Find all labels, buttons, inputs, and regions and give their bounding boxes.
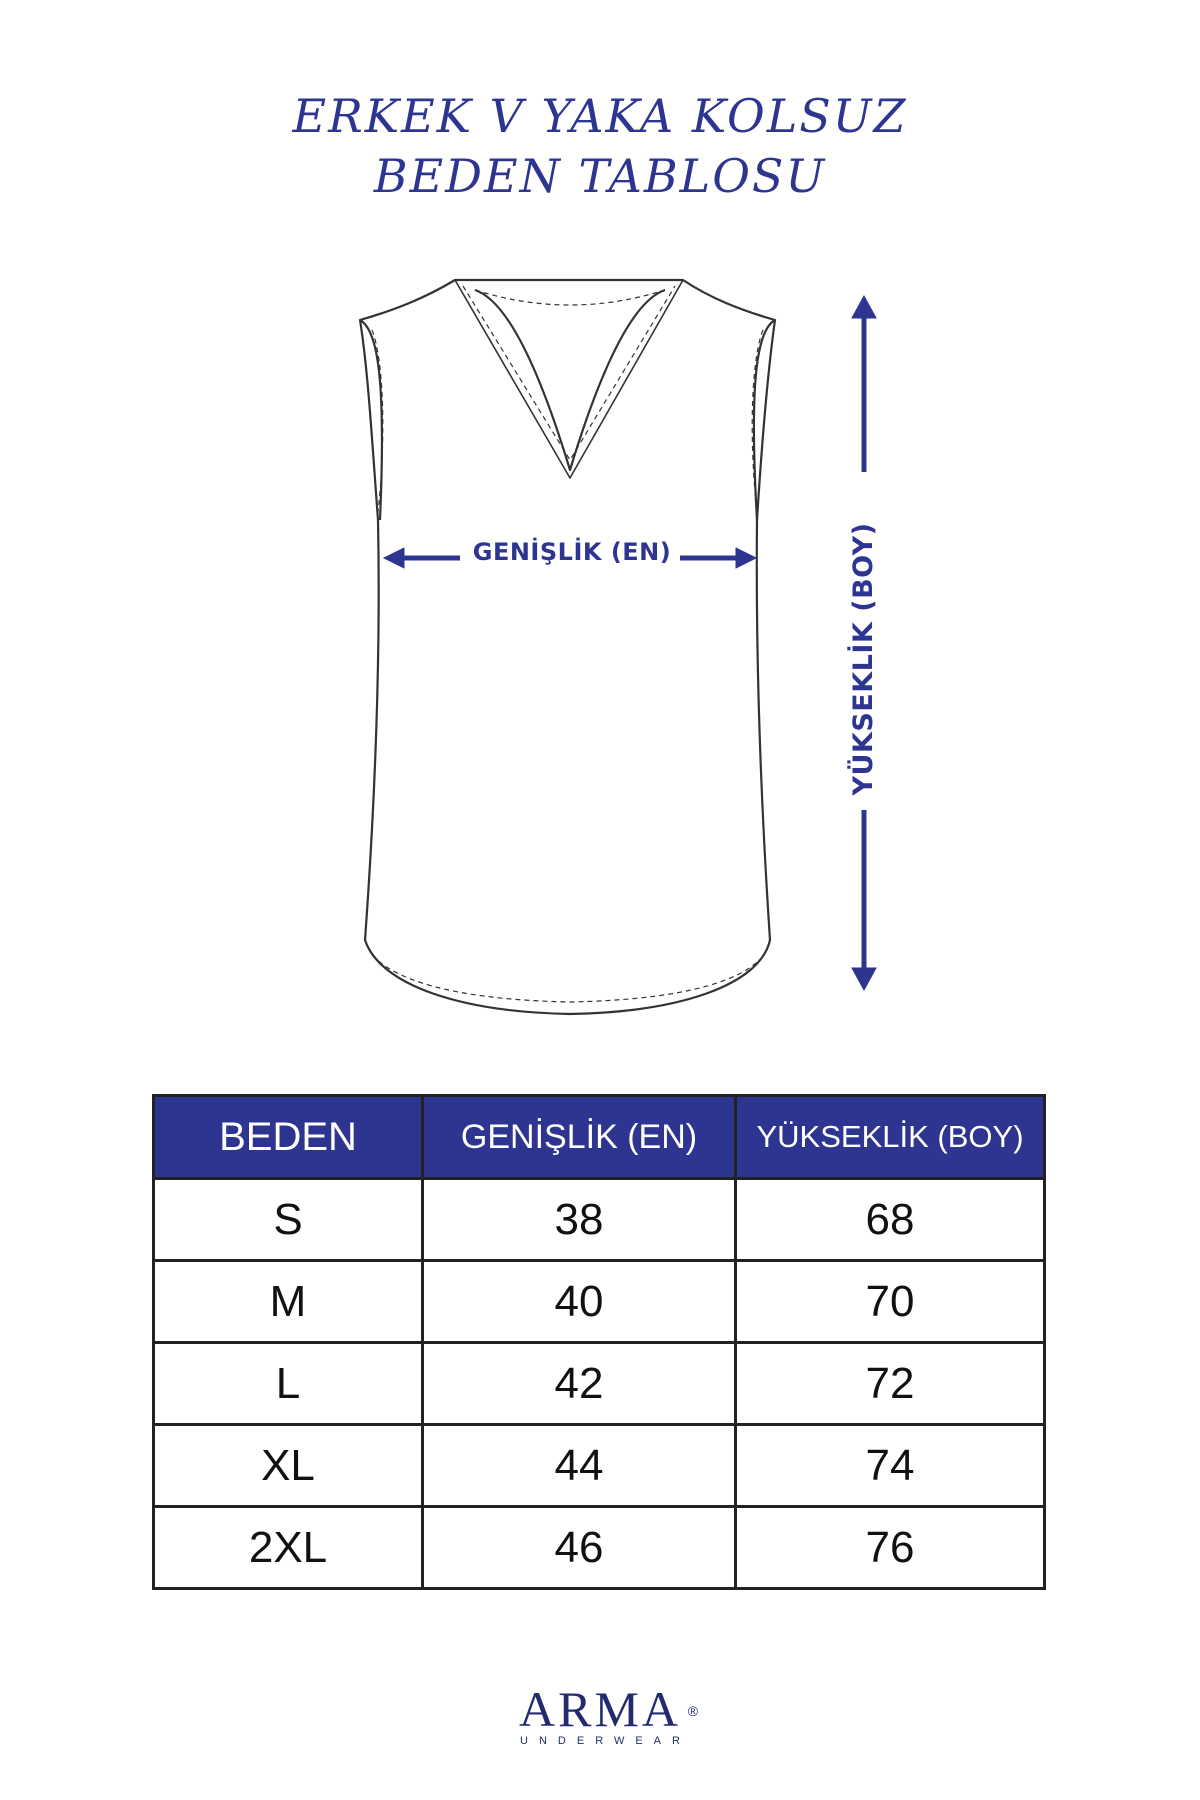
title-line-2: BEDEN TABLOSU bbox=[373, 149, 827, 203]
table-row bbox=[154, 1425, 1045, 1507]
cell-width: 42 bbox=[423, 1343, 736, 1425]
cell-size: L bbox=[154, 1343, 423, 1425]
width-label: GENİŞLİK (EN) bbox=[472, 538, 672, 566]
cell-size: M bbox=[154, 1261, 423, 1343]
cell-height: 76 bbox=[736, 1507, 1045, 1589]
cell-height: 72 bbox=[736, 1343, 1045, 1425]
table-row bbox=[154, 1179, 1045, 1261]
header-height: YÜKSEKLİK (BOY) bbox=[736, 1096, 1045, 1179]
header-width: GENİŞLİK (EN) bbox=[423, 1096, 736, 1179]
table-row bbox=[154, 1343, 1045, 1425]
cell-width: 38 bbox=[423, 1179, 736, 1261]
tank-top-drawing bbox=[360, 280, 775, 1014]
cell-size: 2XL bbox=[154, 1507, 423, 1589]
cell-width: 46 bbox=[423, 1507, 736, 1589]
cell-width: 40 bbox=[423, 1261, 736, 1343]
size-table bbox=[152, 1094, 1046, 1590]
header-size: BEDEN bbox=[154, 1096, 423, 1179]
logo-brand: ARMA bbox=[518, 1681, 682, 1737]
cell-height: 70 bbox=[736, 1261, 1045, 1343]
height-label: YÜKSEKLİK (BOY) bbox=[848, 522, 879, 796]
cell-height: 68 bbox=[736, 1179, 1045, 1261]
cell-width: 44 bbox=[423, 1425, 736, 1507]
table-header-row bbox=[154, 1096, 1045, 1179]
title-line-1: ERKEK V YAKA KOLSUZ bbox=[292, 89, 908, 143]
registered-mark: ® bbox=[687, 1703, 702, 1719]
brand-logo bbox=[0, 1683, 1200, 1747]
table-row bbox=[154, 1261, 1045, 1343]
logo-tagline: UNDERWEAR bbox=[520, 1735, 691, 1747]
cell-size: XL bbox=[154, 1425, 423, 1507]
cell-size: S bbox=[154, 1179, 423, 1261]
table-row bbox=[154, 1507, 1045, 1589]
logo-wordmark bbox=[518, 1681, 702, 1737]
cell-height: 74 bbox=[736, 1425, 1045, 1507]
